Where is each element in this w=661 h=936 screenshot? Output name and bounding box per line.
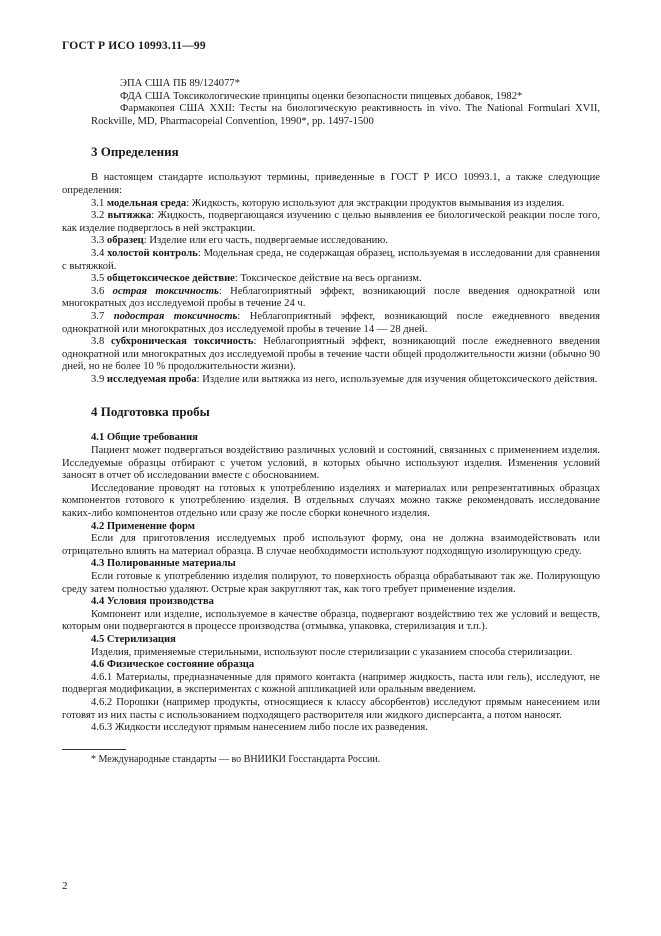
term: образец (106, 235, 144, 247)
term: острая токсичность (112, 285, 219, 297)
reference-item: Фармакопея США XXII: Тесты на биологическую реактивность in vivo. The National Formulari XVII, Rockville, MD, Pharmacopeial Convention, 1990*, pp. 1497-1500 (91, 103, 600, 127)
term: субхроническая токсичность (111, 336, 254, 348)
term: вытяжка (107, 210, 152, 222)
standard-header: ГОСТ Р ИСО 10993.11—99 (62, 40, 206, 52)
paragraph: 4.6.3 Жидкости исследуют прямым нанесением либо после их разведения. (91, 722, 428, 734)
definition-3-4: 3.4 холостой контроль: Модельная среда, не содержащая образец, используемая в исследовании для сравнения с вытяжкой. (62, 247, 600, 272)
subsection-4-3-title: 4.3 Полированные материалы (91, 558, 236, 570)
section-4-title: 4 Подготовка пробы (91, 404, 210, 420)
paragraph: Изделия, применяемые стерильными, используют после стерилизации с указанием способа стерилизации. (91, 646, 573, 658)
paragraph: 4.6.2 Порошки (например продукты, относящиеся к классу абсорбентов) исследуют прямым нанесением или готовят из них пасты с использованием подходящего растворителя или жидкого дисперсанта, а потом наносят. (62, 696, 600, 721)
definition-3-6: 3.6 острая токсичность: Неблагоприятный эффект, возникающий после введения однократной или многократных доз исследуемой пробы в течение 24 ч. (62, 285, 601, 310)
reference-item: ФДА США Токсикологические принципы оценки безопасности пищевых добавок, 1982* (120, 90, 523, 102)
term: общетоксическое действие (106, 273, 235, 285)
paragraph: Пациент может подвергаться воздействию различных условий и состояний, связанных с применением изделия. Исследуемые образцы отбирают с учетом условий, в которых обычно используют изделия. Изменения условий заносят в отчет об исследовании вместе с обоснованием. (62, 445, 600, 482)
definition-3-8: 3.8 субхроническая токсичность: Неблагоприятный эффект, возникающий после ежедневного введения однократной или многократных доз исследуемой пробы в течение части общей продолжительности жизни (обычно 90 дней, но не более 10 % продолжительности жизни). (62, 336, 600, 373)
definition-3-7: 3.7 подострая токсичность: Неблагоприятный эффект, возникающий после ежедневного введения однократной или многократных доз исследуемой пробы в течение 14 — 28 дней. (62, 310, 600, 335)
document-body (62, 60, 600, 766)
subsection-4-5-title: 4.5 Стерилизация (91, 633, 176, 645)
subsection-4-4-title: 4.4 Условия производства (91, 596, 214, 608)
section-3-intro: В настоящем стандарте используют термины, приведенные в ГОСТ Р ИСО 10993.1, а также следующие определения: (62, 172, 600, 196)
page-number: 2 (62, 880, 68, 892)
definition-3-2: 3.2 вытяжка: Жидкость, подвергающаяся изучению с целью выявления ее биологической реакции после того, как изделие подверглось в ней экстракции. (62, 210, 601, 234)
paragraph: Исследование проводят на готовых к употреблению изделиях и материалах или репрезентативных образцах компонентов готового к употреблению изделия. В отдельных случаях можно также рекомендовать исследование каких-либо компонентов отдельно или сразу же после сборки конечного изделия. (62, 482, 600, 520)
reference-item: ЭПА США ПБ 89/124077* (120, 78, 240, 89)
term: модельная среда (106, 197, 187, 209)
definition-3-1: 3.1 модельная среда: Жидкость, которую используют для экстракции продуктов вымывания из изделия. (91, 197, 565, 209)
term: исследуемая проба (106, 373, 197, 385)
paragraph: Если готовые к употреблению изделия полируют, то поверхность образца обрабатывают так же. Полирующую среду затем полностью удаляют. Острые края закругляют так, как того требует применение изделия. (62, 571, 600, 595)
subsection-4-2-title: 4.2 Применение форм (91, 520, 195, 532)
definition-3-5: 3.5 общетоксическое действие: Токсическое действие на весь организм. (91, 273, 422, 285)
definition-3-9: 3.9 исследуемая проба: Изделие или вытяжка из него, используемые для изучения общетоксического действия. (91, 373, 598, 385)
subsection-4-6-title: 4.6 Физическое состояние образца (91, 659, 255, 671)
footnote-divider (62, 749, 126, 750)
footnote: * Международные стандарты — во ВНИИКИ Госстандарта России. (91, 753, 381, 765)
paragraph: Если для приготовления исследуемых проб используют форму, она не должна взаимодействовать или отрицательно влиять на материал образца. В случае необходимости используют подходящую изолирующую среду. (62, 533, 600, 557)
subsection-4-1-title: 4.1 Общие требования (91, 432, 198, 444)
definition-3-3: 3.3 образец: Изделие или его часть, подвергаемые исследованию. (91, 235, 388, 247)
paragraph: 4.6.1 Материалы, предназначенные для прямого контакта (например жидкость, паста или гель), исследуют, не подвергая модификации, в экспериментах с кожной аппликацией или оральным введением. (62, 671, 600, 696)
term: холостой контроль (107, 247, 198, 259)
term: подострая токсичность (113, 310, 238, 322)
reference-list (62, 78, 600, 128)
paragraph: Компонент или изделие, используемое в качестве образца, подвергают воздействию тех же условий и веществ, которым они подвергаются в процессе производства (отмывка, упаковка, стерилизация и т.п.). (62, 608, 600, 633)
section-3-title: 3 Определения (91, 144, 179, 160)
